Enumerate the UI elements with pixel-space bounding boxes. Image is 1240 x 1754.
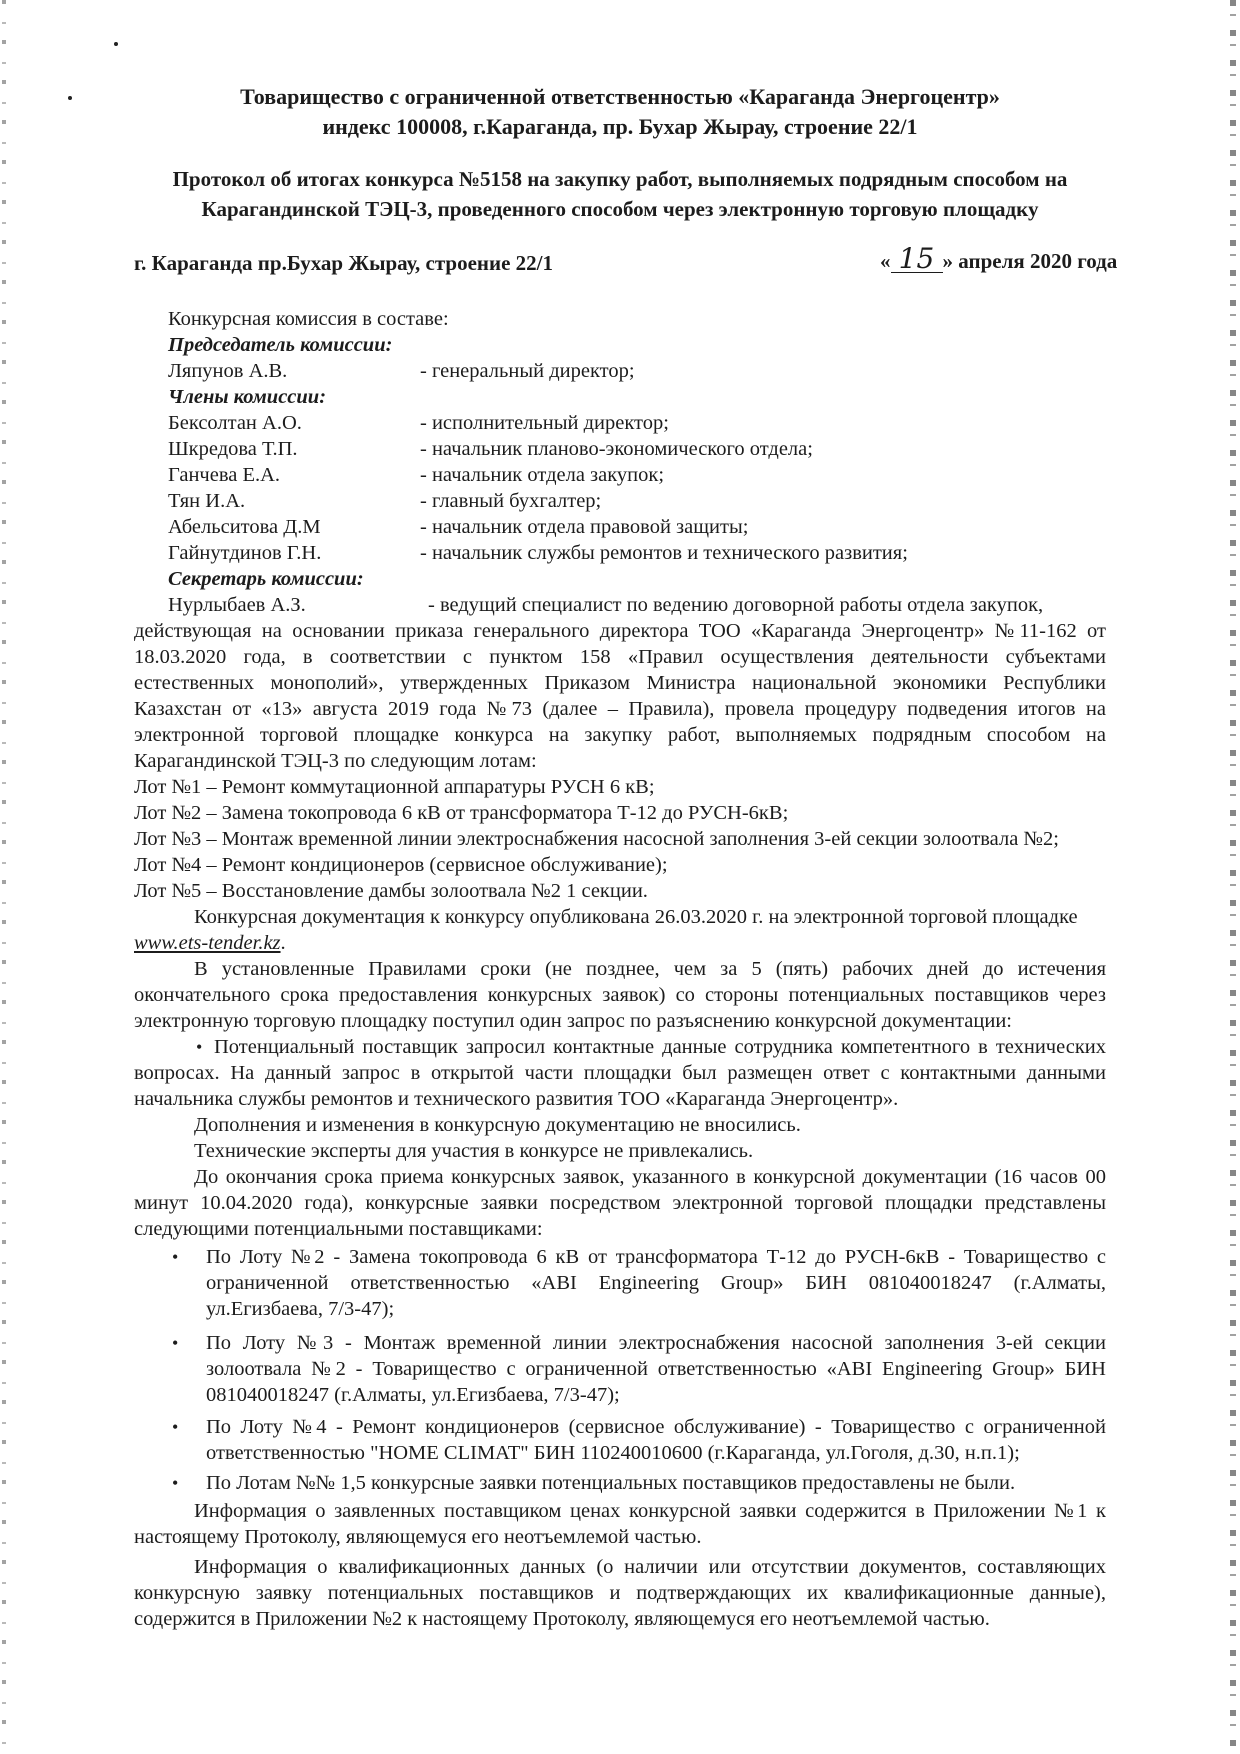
bid-item: По Лоту №3 - Монтаж временной линии электроснабжения насосной заполнения 3-ей секции золоотвала №2 - Товарищество с ограниченной ответственностью «ABI Engineering Group» БИН 081040018247 (г.Алматы, ул.Егизбаева, 7/3-47); <box>206 1332 1106 1406</box>
basis-paragraph: действующая на основании приказа генерального директора ТОО «Караганда Энергоцентр» №11-162 от 18.03.2020 года, в соответствии с пунктом 158 «Правил осуществления деятельности субъектами естественных монополий», утвержденных Приказом Министра национальной экономики Республики Казахстан от «13» августа 2019 года №73 (далее – Правила), провела процедуру подведения итогов на электронной торговой площадке конкурса на закупку работ, выполняемых подрядным способом на Карагандинской ТЭЦ-3 по следующим лотам: <box>134 620 1106 772</box>
member-name: Тян И.А. <box>168 490 246 512</box>
bid-item: По Лоту №2 - Замена токопровода 6 кВ от трансформатора Т-12 до РУСН-6кВ - Товарищество с ограниченной ответственностью «ABI Engineering Group» БИН 081040018247 (г.Алматы, ул.Егизбаева, 7/3-47); <box>206 1246 1106 1320</box>
member-name: Абельситова Д.М <box>168 516 321 538</box>
member-role: - начальник отдела правовой защиты; <box>420 516 749 538</box>
handwritten-day: 15 <box>891 246 943 273</box>
place: г. Караганда пр.Бухар Жырау, строение 22/1 <box>134 251 554 275</box>
no-experts-text: Технические эксперты для участия в конкурсе не привлекались. <box>194 1140 754 1162</box>
lot-item: Лот №2 – Замена токопровода 6 кВ от трансформатора Т-12 до РУСН-6кВ; <box>134 802 789 824</box>
member-name: Ганчева Е.А. <box>168 464 281 486</box>
member-role: - начальник планово-экономического отдела; <box>420 438 813 460</box>
no-changes-text: Дополнения и изменения в конкурсную документацию не вносились. <box>194 1114 801 1136</box>
chair-heading: Председатель комиссии: <box>168 334 393 356</box>
date <box>880 242 1118 275</box>
bid-item: По Лоту №4 - Ремонт кондиционеров (сервисное обслуживание) - Товарищество с ограниченной ответственностью "HOME CLIMAT" БИН 110240010600 (г.Караганда, ул.Гоголя, д.30, н.п.1); <box>206 1416 1106 1464</box>
org-address: индекс 100008, г.Караганда, пр. Бухар Жырау, строение 22/1 <box>322 114 918 139</box>
org-name: Товарищество с ограниченной ответственностью «Караганда Энергоцентр» <box>240 84 1000 109</box>
chair-role: - генеральный директор; <box>420 360 635 382</box>
member-name: Бексолтан А.О. <box>168 412 302 434</box>
members-heading: Члены комиссии: <box>168 386 327 408</box>
scan-edge-right <box>1230 0 1236 1754</box>
publication-period: . <box>280 932 286 954</box>
lot-item: Лот №4 – Ремонт кондиционеров (сервисное обслуживание); <box>134 854 668 876</box>
ets-tender-link[interactable]: www.ets-tender.kz <box>134 932 281 954</box>
member-role: - начальник отдела закупок; <box>420 464 665 486</box>
bid-item: По Лотам №№ 1,5 конкурсные заявки потенциальных поставщиков предоставлены не были. <box>206 1472 1016 1494</box>
member-name: Гайнутдинов Г.Н. <box>168 542 322 564</box>
bullet-marker: • <box>172 1247 179 1267</box>
publication-link-line <box>134 930 286 956</box>
protocol-title-line-1: Протокол об итогах конкурса №5158 на закупку работ, выполняемых подрядным способом на <box>172 167 1068 191</box>
secretary-role: - ведущий специалист по ведению договорной работы отдела закупок, <box>428 594 1044 616</box>
date-quote-close: » <box>942 249 953 273</box>
lot-item: Лот №1 – Ремонт коммутационной аппаратуры РУСН 6 кВ; <box>134 776 655 798</box>
publication-text: Конкурсная документация к конкурсу опубликована 26.03.2020 г. на электронной торговой площадке <box>194 906 1078 928</box>
scan-speck <box>114 42 118 46</box>
member-role: - исполнительный директор; <box>420 412 669 434</box>
prices-info-paragraph: Информация о заявленных поставщиком ценах конкурсной заявки содержится в Приложении №1 к настоящему Протоколу, являющемуся его неотъемлемой частью. <box>134 1500 1106 1548</box>
member-role: - начальник службы ремонтов и технического развития; <box>420 542 908 564</box>
bullet-marker: • <box>196 1037 203 1057</box>
bullet-marker: • <box>172 1417 179 1437</box>
scan-edge-left <box>2 0 6 1754</box>
member-name: Шкредова Т.П. <box>168 438 298 460</box>
secretary-heading: Секретарь комиссии: <box>168 568 364 590</box>
lot-item: Лот №5 – Восстановление дамбы золоотвала №2 1 секции. <box>134 880 648 902</box>
bullet-marker: • <box>172 1473 179 1493</box>
secretary-name: Нурлыбаев А.З. <box>168 594 306 616</box>
date-quote-open: « <box>880 249 891 273</box>
member-role: - главный бухгалтер; <box>420 490 602 512</box>
bullet-marker: • <box>172 1333 179 1353</box>
qualification-info-paragraph: Информация о квалификационных данных (о наличии или отсутствии документов, составляющих конкурсную заявку потенциальных поставщиков и подтверждающих их квалификационные данные), содержится в Приложении №2 к настоящему Протоколу, являющемуся его неотъемлемой частью. <box>134 1556 1106 1630</box>
clarification-paragraph: В установленные Правилами сроки (не позднее, чем за 5 (пять) рабочих дней до истечения окончательного срока предоставления конкурсных заявок) со стороны потенциальных поставщиков через электронную торговую площадку поступил один запрос по разъяснению конкурсной документации: <box>134 958 1106 1032</box>
chair-name: Ляпунов А.В. <box>168 360 288 382</box>
date-month-year: апреля 2020 года <box>958 249 1118 273</box>
clarification-bullet: Потенциальный поставщик запросил контактные данные сотрудника компетентного в технических вопросах. На данный запрос в открытой части площадки был размещен ответ с контактными данными начальника службы ремонтов и технического развития ТОО «Караганда Энергоцентр». <box>134 1036 1106 1110</box>
commission-intro: Конкурсная комиссия в составе: <box>168 308 449 330</box>
protocol-title-line-2: Карагандинской ТЭЦ-3, проведенного способом через электронную торговую площадку <box>201 197 1039 221</box>
lot-item: Лот №3 – Монтаж временной линии электроснабжения насосной заполнения 3-ей секции золоотвала №2; <box>134 828 1059 850</box>
deadline-paragraph: До окончания срока приема конкурсных заявок, указанного в конкурсной документации (16 часов 00 минут 10.04.2020 года), конкурсные заявки посредством электронной торговой площадки представлены следующими потенциальными поставщиками: <box>134 1166 1106 1240</box>
